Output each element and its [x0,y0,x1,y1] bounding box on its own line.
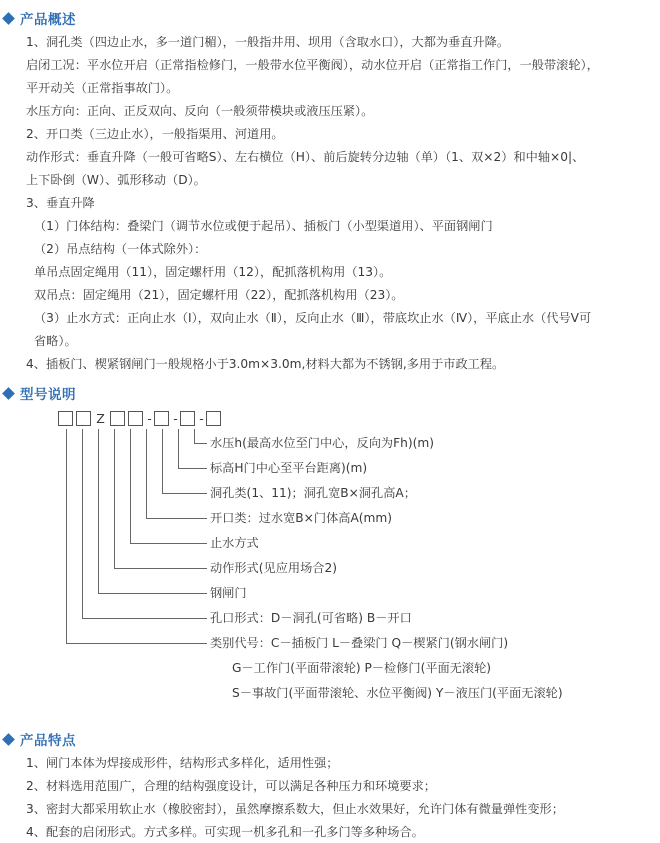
paragraph: （1）门体结构：叠梁门（调节水位或便于起吊）、插板门（小型渠道用）、平面钢闸门 [34,219,493,233]
code-dash: - [173,411,178,426]
paragraph: 上下卧倒（W）、弧形移动（D）。 [26,173,206,187]
model-label: 水压h(最高水位至门中心，反向为Fh)(m) [210,436,434,450]
diamond-bullet-icon [2,387,15,400]
model-code-diagram [0,407,660,729]
code-box [154,411,169,426]
section-title-overview: 产品概述 [20,12,76,28]
model-label: 标高H门中心至平台距离)(m) [210,461,368,475]
paragraph: 动作形式：垂直升降（一般可省略S）、左右横位（H）、前后旋转分边轴（单）（1、双×2）和中轴×0|、 [26,150,585,164]
paragraph: 平开动关（正常指事故门）。 [26,81,179,95]
paragraph: 3、密封大都采用软止水（橡胶密封），虽然摩擦系数大，但止水效果好，允许门体有微量弹性变形； [26,802,564,816]
paragraph: 4、插板门、楔紧钢闸门一般规格小于3.0m×3.0m,材料大都为不锈钢,多用于市政工程。 [26,357,505,371]
code-box [128,411,143,426]
paragraph: 单吊点固定绳用（11），固定螺杆用（12），配抓落机构用（13）。 [34,265,392,279]
paragraph: 水压方向：正向、正反双向、反向（一般须带模块或液压压紧）。 [26,104,374,118]
model-label: 洞孔类(1、11)；洞孔宽B×洞孔高A； [210,486,416,500]
paragraph: （3）止水方式：正向止水（Ⅰ），双向止水（Ⅱ），反向止水（Ⅲ），带底坎止水（Ⅳ），平底止水（代号Ⅴ可 [34,311,592,325]
paragraph: 启闭工况：平水位开启（正常指检修门，一般带水位平衡阀），动水位开启（正常指工作门，一般带滚轮）， [26,58,599,72]
paragraph: 3、垂直升降 [26,196,95,210]
code-box [58,411,73,426]
leader-line [66,429,207,644]
paragraph: 1、洞孔类（四边止水，多一道门楣），一般指井用、坝用（含取水口），大都为垂直升降。 [26,35,510,49]
model-label: 动作形式(见应用场合2) [210,561,337,575]
model-label: 类别代号：C－插板门 L－叠梁门 Q－楔紧门(钢水闸门) [210,636,509,650]
features-paragraphs [0,753,660,843]
code-box [206,411,221,426]
code-box [110,411,125,426]
model-label-continuation: S－事故门(平面带滚轮、水位平衡阀) Y－液压门(平面无滚轮) [232,686,563,700]
diamond-bullet-icon [2,733,15,746]
paragraph: 1、闸门本体为焊接成形件，结构形式多样化，适用性强； [26,756,339,770]
code-letter: Z [96,411,105,426]
model-code-row [58,411,224,426]
model-label: 钢闸门 [210,586,247,600]
code-box [76,411,91,426]
section-title-model: 型号说明 [20,387,76,403]
code-dash: - [147,411,152,426]
paragraph: 省略）。 [34,334,77,348]
section-header-features [4,729,660,749]
model-label: 止水方式 [210,536,259,550]
paragraph: 双吊点：固定绳用（21），固定螺杆用（22），配抓落机构用（23）。 [34,288,404,302]
section-header-model [4,383,660,403]
paragraph: 4、配套的启闭形式。方式多样。可实现一机多孔和一孔多门等多种场合。 [26,825,424,839]
paragraph: 2、开口类（三边止水），一般指渠用、河道用。 [26,127,284,141]
paragraph: （2）吊点结构（一体式除外）： [34,242,207,256]
diamond-bullet-icon [2,12,15,25]
code-box [180,411,195,426]
model-label: 开口类：过水宽B×门体高A(mm) [210,511,393,525]
section-header-overview [4,8,660,28]
model-label: 孔口形式：D－洞孔(可省略) B－开口 [210,611,412,625]
section-title-features: 产品特点 [20,733,76,749]
overview-paragraphs [0,32,660,375]
paragraph: 2、材料选用范围广，合理的结构强度设计，可以满足各种压力和环境要求； [26,779,436,793]
model-label-continuation: G－工作门(平面带滚轮) P－检修门(平面无滚轮) [232,661,492,675]
code-dash: - [199,411,204,426]
